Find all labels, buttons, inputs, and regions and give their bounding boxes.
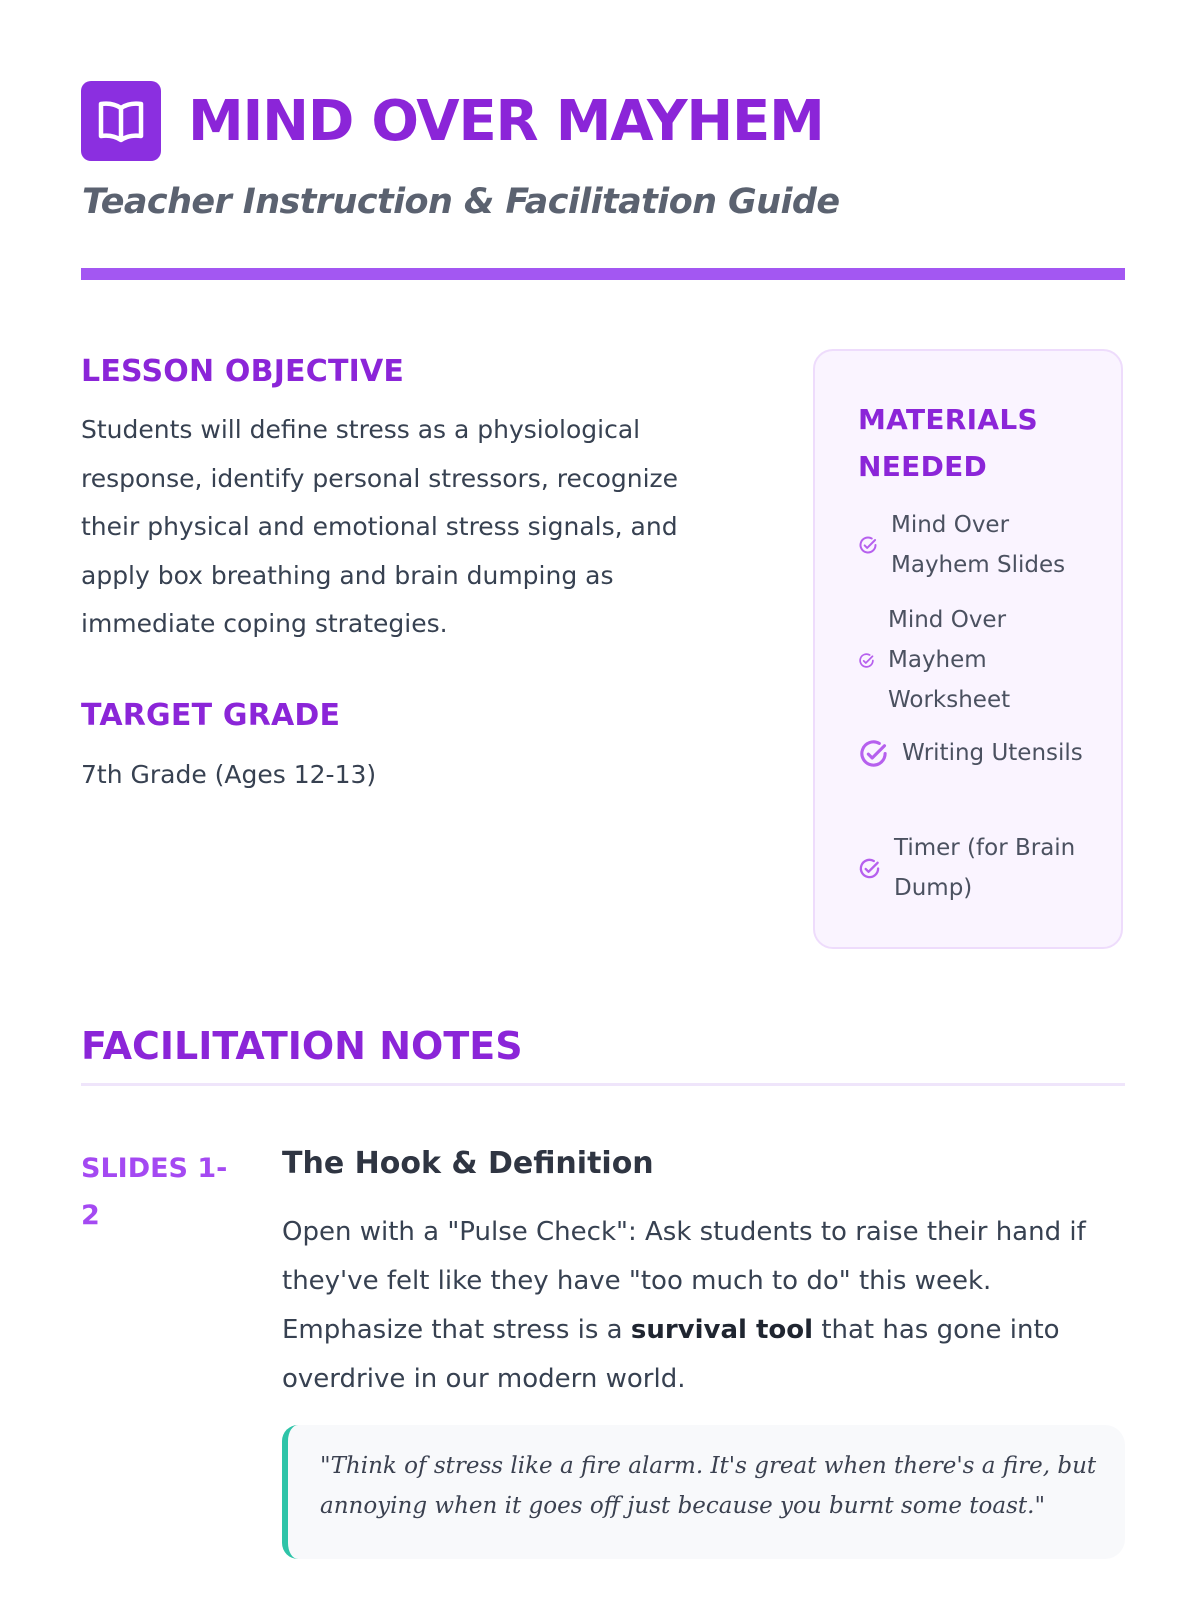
lesson-objective-heading: LESSON OBJECTIVE [81, 354, 405, 389]
note-body [282, 1208, 1122, 1404]
materials-item-label: Timer (for Brain Dump) [894, 835, 1076, 901]
lesson-objective-text: Students will define stress as a physiological response, identify personal stressors, recognize their physical and emotional stress signals, and apply box breathing and brain dumping as immediate coping strategies. [81, 415, 679, 638]
teacher-quote: "Think of stress like a fire alarm. It's great when there's a fire, but annoying when it goes off just because you burnt some toast." [282, 1425, 1125, 1559]
check-circle-icon [858, 535, 891, 555]
check-circle-icon [858, 652, 888, 669]
facilitation-divider [81, 1083, 1125, 1086]
note-body-text: Open with a "Pulse Check": Ask students to raise their hand if they've felt like they have "too much to do" this week. Emphasize that stress is a [282, 1217, 1086, 1345]
facilitation-heading: FACILITATION NOTES [81, 1024, 523, 1068]
materials-item-label: Mind Over Mayhem Slides [891, 512, 1066, 578]
note-title: The Hook & Definition [282, 1146, 654, 1181]
target-grade-text: 7th Grade (Ages 12-13) [81, 760, 377, 789]
check-circle-icon [858, 738, 902, 769]
page-title: MIND OVER MAYHEM [188, 89, 824, 154]
note-body-text-end: that has gone into overdrive in our modern world. [282, 1315, 1060, 1394]
slides-label: SLIDES 1-2 [81, 1153, 228, 1231]
materials-heading: MATERIALS NEEDED [858, 403, 1038, 483]
materials-card [813, 349, 1123, 949]
materials-item [858, 828, 1098, 908]
materials-item [858, 600, 1098, 720]
check-circle-icon [858, 857, 894, 880]
page-subtitle: Teacher Instruction & Facilitation Guide [82, 182, 840, 222]
materials-item-label: Mind Over Mayhem Worksheet [888, 607, 1011, 713]
open-book-icon [81, 81, 161, 161]
target-grade-heading: TARGET GRADE [81, 698, 341, 733]
materials-item [858, 505, 1098, 585]
note-body-emphasis: survival tool [630, 1315, 814, 1345]
materials-item [858, 733, 1098, 773]
materials-item-label: Writing Utensils [902, 740, 1083, 766]
title-divider [81, 268, 1125, 280]
